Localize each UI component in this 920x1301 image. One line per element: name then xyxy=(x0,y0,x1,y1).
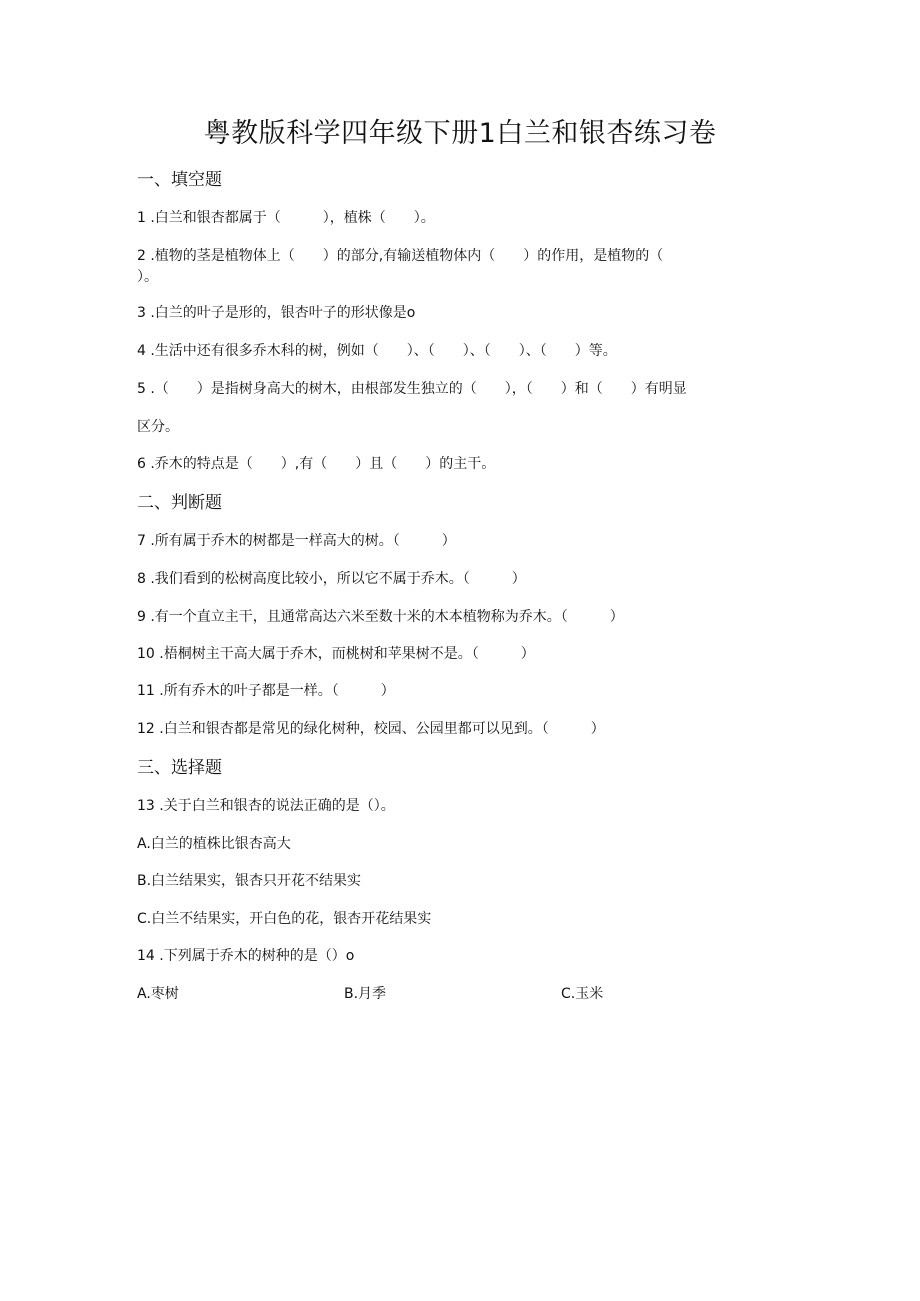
question-2-line-2: ）。 xyxy=(137,269,158,285)
question-14: 14 .下列属于乔木的树种的是（）o xyxy=(137,948,355,964)
section-fill-blank: 一、填空题 xyxy=(137,170,222,190)
question-1: 1 .白兰和银杏都属于（ ），植株（ ）。 xyxy=(137,210,435,226)
question-13-option-a: A.白兰的植株比银杏高大 xyxy=(137,836,291,852)
question-6: 6 .乔木的特点是（ ）,有（ ）且（ ）的主干。 xyxy=(137,456,496,472)
question-12: 12 .白兰和银杏都是常见的绿化树种，校园、公园里都可以见到。（ ） xyxy=(137,721,605,737)
question-14-option-b: B.月季 xyxy=(344,986,387,1002)
question-2-line-1: 2 .植物的茎是植物体上（ ）的部分,有输送植物体内（ ）的作用，是植物的（ xyxy=(137,248,664,264)
question-9: 9 .有一个直立主干，且通常高达六米至数十米的木本植物称为乔木。（ ） xyxy=(137,609,624,625)
question-11: 11 .所有乔木的叶子都是一样。（ ） xyxy=(137,683,395,699)
question-5-line-2: 区分。 xyxy=(137,419,179,435)
section-true-false: 二、判断题 xyxy=(137,493,222,513)
section-multiple-choice: 三、选择题 xyxy=(137,758,222,778)
question-5-line-1: 5 .（ ）是指树身高大的树木，由根部发生独立的（ ），（ ）和（ ）有明显 xyxy=(137,381,687,397)
question-4: 4 .生活中还有很多乔木科的树，例如（ ）、（ ）、（ ）、（ ）等。 xyxy=(137,343,617,359)
question-14-option-c: C.玉米 xyxy=(561,986,604,1002)
question-10: 10 .梧桐树主干高大属于乔木，而桃树和苹果树不是。（ ） xyxy=(137,646,535,662)
question-13-option-c: C.白兰不结果实，开白色的花，银杏开花结果实 xyxy=(137,911,432,927)
page-title: 粤教版科学四年级下册1白兰和银杏练习卷 xyxy=(203,118,717,149)
question-3: 3 .白兰的叶子是形的，银杏叶子的形状像是o xyxy=(137,305,416,321)
question-14-option-a: A.枣树 xyxy=(137,986,179,1002)
question-13-option-b: B.白兰结果实，银杏只开花不结果实 xyxy=(137,873,362,889)
question-7: 7 .所有属于乔木的树都是一样高大的树。（ ） xyxy=(137,533,456,549)
question-8: 8 .我们看到的松树高度比较小，所以它不属于乔木。（ ） xyxy=(137,571,526,587)
question-13: 13 .关于白兰和银杏的说法正确的是（）。 xyxy=(137,798,395,814)
